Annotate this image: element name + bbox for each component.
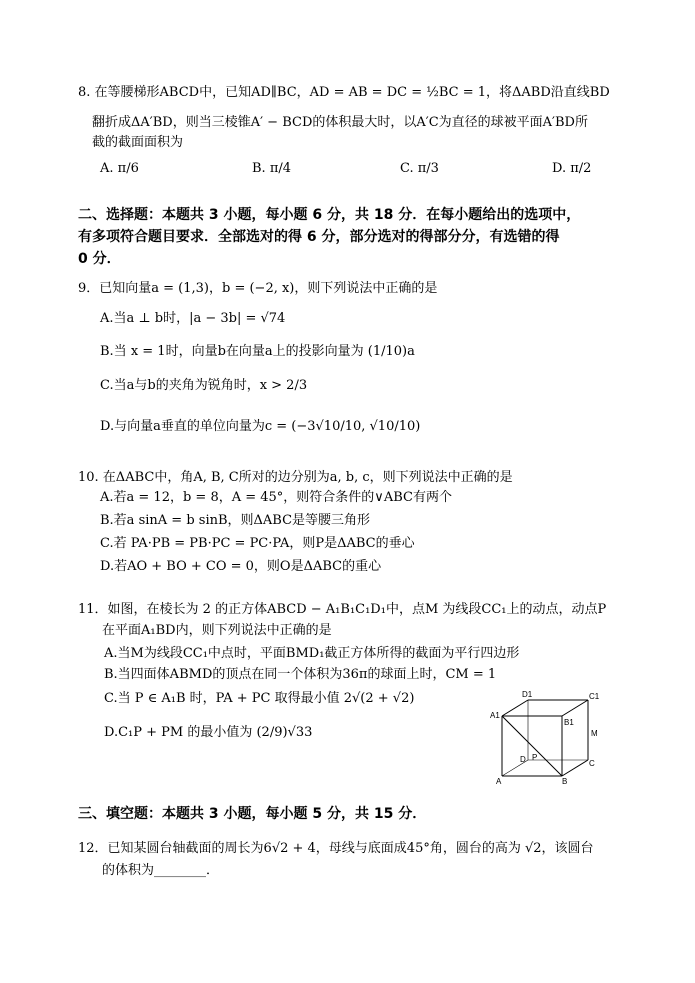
q10-option-c: C.若 PA·PB = PB·PC = PC·PA，则P是ΔABC的垂心: [100, 536, 415, 551]
q8-option-b: B. π/4: [252, 161, 292, 176]
section-3-heading: 三、填空题：本题共 3 小题，每小题 5 分，共 15 分．: [78, 806, 427, 822]
fig-label-a: A: [496, 777, 502, 786]
q8-line1: 8. 在等腰梯形ABCD中，已知AD∥BC，AD = AB = DC = ½BC = 1，将ΔABD沿直线BD: [78, 85, 610, 100]
q10-option-a: A.若a = 12，b = 8，A = 45°，则符合条件的∨ABC有两个: [100, 490, 452, 505]
section-2-heading-line2: 有多项符合题目要求．全部选对的得 6 分，部分选对的得部分分，有选错的得: [78, 229, 560, 245]
q8-option-a: A. π/6: [100, 161, 139, 176]
q11-line1: 11．如图，在棱长为 2 的正方体ABCD − A₁B₁C₁D₁中，点M 为线段CC₁上的动点，动点P: [78, 602, 607, 617]
fig-label-a1: A1: [490, 711, 500, 720]
q11-line2: 在平面A₁BD内，则下列说法中正确的是: [102, 623, 332, 638]
q12-line2: 的体积为________．: [102, 863, 220, 878]
fig-label-b1: B1: [564, 718, 574, 727]
q8-line2: 翻折成ΔA′BD，则当三棱锥A′ − BCD的体积最大时，以A′C为直径的球被平面A′BD所: [92, 115, 588, 130]
fig-label-d1: D1: [522, 690, 533, 699]
q9-option-b: B.当 x = 1时，向量b在向量a上的投影向量为 (1/10)a: [100, 344, 415, 359]
fig-label-d: D: [520, 755, 526, 764]
fig-label-p: P: [532, 753, 538, 762]
fig-label-m: M: [591, 729, 598, 738]
q10-option-d: D.若AO + BO + CO = 0，则O是ΔABC的重心: [100, 559, 382, 574]
q10-stem: 10. 在ΔABC中，角A, B, C所对的边分别为a, b, c，则下列说法中正确的是: [78, 470, 513, 485]
fig-label-b: B: [562, 777, 568, 786]
q11-option-a: A.当M为线段CC₁中点时，平面BMD₁截正方体所得的截面为平行四边形: [104, 646, 520, 661]
q9-option-a: A.当a ⊥ b时，|a − 3b| = √74: [100, 311, 286, 326]
q9-stem: 9．已知向量a = (1,3)，b = (−2, x)，则下列说法中正确的是: [78, 281, 438, 296]
q8-line3: 截的截面面积为: [92, 135, 184, 150]
q11-option-c: C.当 P ∈ A₁B 时，PA + PC 取得最小值 2√(2 + √2): [104, 691, 415, 706]
q9-option-c: C.当a与b的夹角为锐角时，x > 2/3: [100, 378, 308, 393]
fig-label-c1: C1: [589, 692, 600, 701]
q8-option-d: D. π/2: [552, 161, 592, 176]
q9-option-d: D.与向量a垂直的单位向量为c = (−3√10/10, √10/10): [100, 419, 421, 434]
fig-label-c: C: [589, 759, 595, 768]
q11-option-d: D.C₁P + PM 的最小值为 (2/9)√33: [104, 725, 313, 740]
q12-line1: 12．已知某圆台轴截面的周长为6√2 + 4，母线与底面成45°角，圆台的高为 √2，该圆台: [78, 841, 594, 856]
section-2-heading-line1: 二、选择题：本题共 3 小题，每小题 6 分，共 18 分．在每小题给出的选项中，: [78, 207, 581, 223]
q11-option-b: B.当四面体ABMD的顶点在同一个体积为36π的球面上时，CM = 1: [104, 667, 497, 682]
q8-option-c: C. π/3: [400, 161, 439, 176]
section-2-heading-line3: 0 分．: [78, 251, 121, 267]
q10-option-b: B.若a sinA = b sinB，则ΔABC是等腰三角形: [100, 513, 371, 528]
cube-figure: [488, 688, 608, 790]
